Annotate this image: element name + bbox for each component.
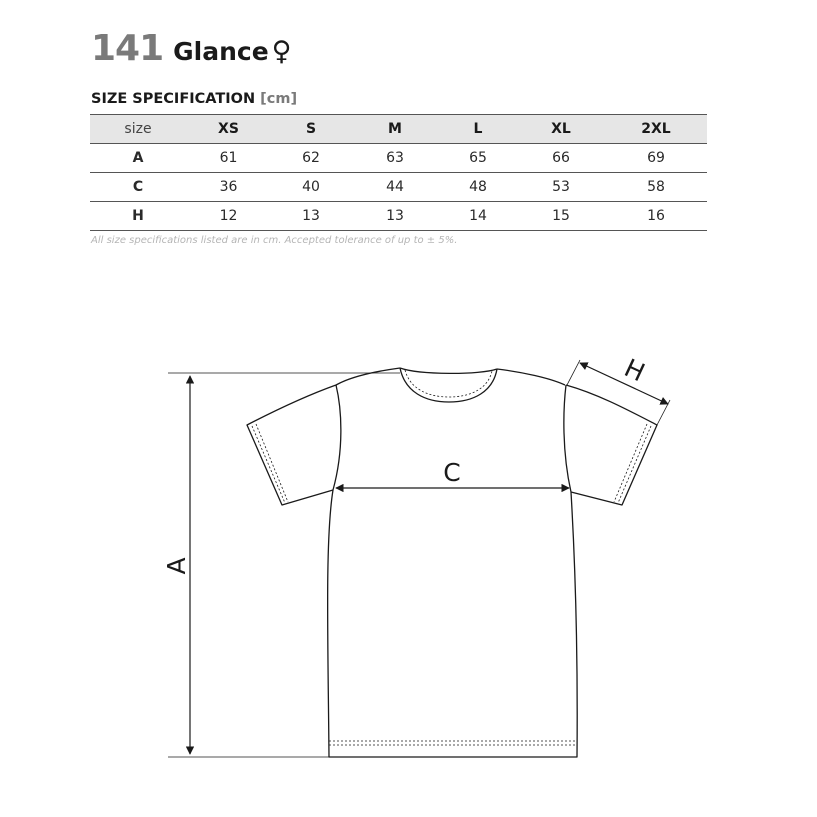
size-cell: XL: [551, 121, 571, 137]
size-cell: L: [473, 121, 483, 137]
value-cell: 63: [386, 150, 404, 166]
spec-unit: [cm]: [260, 91, 298, 107]
size-cell: XS: [218, 121, 239, 137]
value-cell: 58: [647, 179, 665, 195]
value-cell: 36: [219, 179, 238, 195]
right-sleeve: [566, 385, 657, 505]
collar-stitch: [405, 370, 492, 397]
shoulder-lines: [336, 368, 565, 385]
value-cell: 62: [302, 150, 320, 166]
left-sleeve-hem: [252, 424, 288, 503]
bottom-hem: [329, 741, 577, 745]
collar-back: [400, 368, 497, 373]
row-label: C: [132, 179, 144, 195]
value-cell: 44: [386, 179, 404, 195]
tshirt-outline: [247, 368, 657, 757]
size-label-cell: size: [124, 121, 152, 137]
row-label: A: [132, 150, 144, 166]
value-cell: 16: [647, 208, 665, 224]
label-h: H: [619, 353, 650, 388]
tolerance-note: All size specifications listed are in cm. Accepted tolerance of up to ± 5%.: [91, 235, 458, 246]
value-cell: 12: [219, 208, 238, 224]
value-cell: 15: [552, 208, 570, 224]
label-a: A: [162, 557, 191, 575]
dimension-h: [567, 360, 670, 425]
product-number: 141: [91, 28, 164, 69]
dimension-a: [168, 373, 400, 757]
label-c: C: [443, 458, 461, 487]
value-cell: 13: [302, 208, 320, 224]
value-cell: 53: [552, 179, 570, 195]
female-symbol-icon: ♀: [271, 36, 292, 67]
spec-heading-text: SIZE SPECIFICATION: [91, 91, 256, 107]
right-sleeve-hem: [614, 424, 651, 503]
value-cell: 65: [469, 150, 487, 166]
value-cell: 48: [469, 179, 487, 195]
row-label: H: [132, 208, 144, 224]
body-outline: [328, 385, 578, 757]
value-cell: 13: [386, 208, 404, 224]
value-cell: 66: [552, 150, 570, 166]
size-cell: S: [305, 121, 317, 137]
product-name: Glance: [173, 37, 269, 66]
value-cell: 14: [469, 208, 487, 224]
value-cell: 69: [647, 150, 665, 166]
value-cell: 40: [302, 179, 320, 195]
size-cell: 2XL: [641, 121, 671, 137]
size-cell: M: [388, 121, 402, 137]
h-extension-left: [567, 360, 580, 385]
value-cell: 61: [219, 150, 238, 166]
